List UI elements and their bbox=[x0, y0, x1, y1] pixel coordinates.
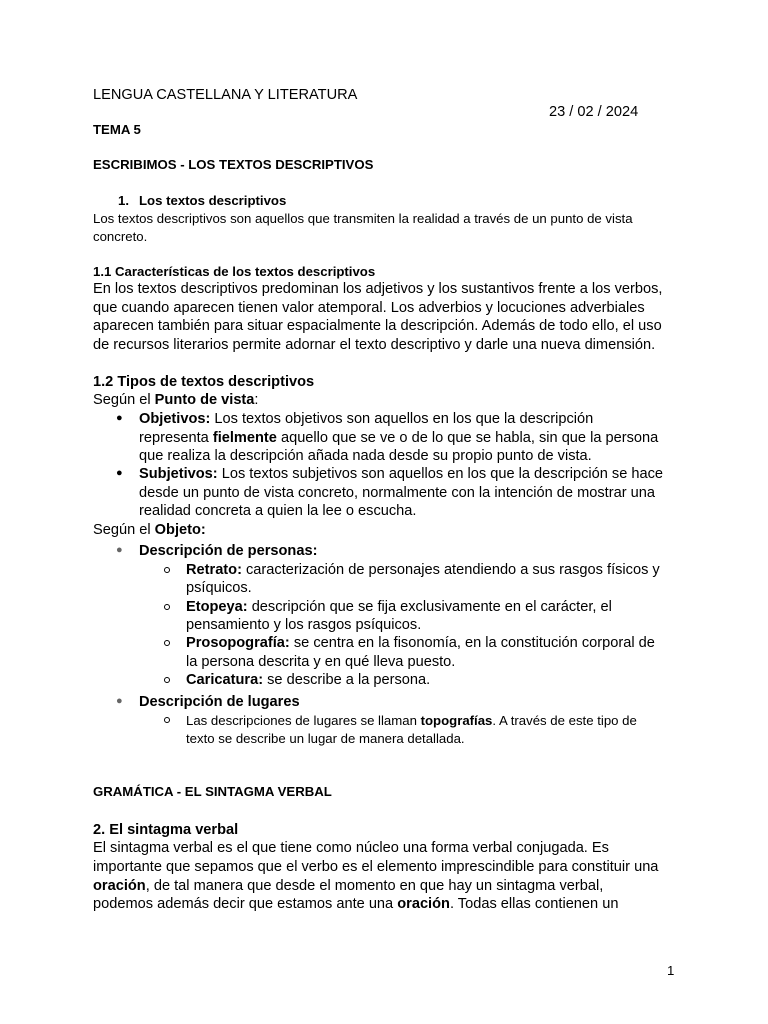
bullet-icon: ● bbox=[116, 412, 123, 424]
text: Según el bbox=[93, 392, 155, 408]
list-item-etopeya bbox=[186, 598, 612, 617]
list-item-line: realidad concreta a quien la lee o escucha. bbox=[139, 503, 417, 519]
heading-tipos: 1.2 Tipos de textos descriptivos bbox=[93, 374, 315, 390]
list-item-line: desde un punto de vista concreto, normalmente con la intención de mostrar una bbox=[139, 485, 655, 501]
text: representa bbox=[139, 430, 213, 446]
paragraph-line: que cuando aparecen tienen valor atemporal. Los adverbios y locuciones adverbiales bbox=[93, 300, 645, 316]
heading-sintagma-verbal: 2. El sintagma verbal bbox=[93, 822, 239, 838]
bold-term: Punto de vista bbox=[154, 392, 255, 408]
text: descripción que se fija exclusivamente en el carácter, el bbox=[247, 599, 612, 615]
list-item-caricatura bbox=[186, 671, 430, 690]
text: aquello que se ve o de lo que se habla, sin que la persona bbox=[276, 430, 659, 446]
list-item-subjetivos bbox=[139, 465, 663, 484]
hollow-bullet-icon bbox=[164, 604, 170, 610]
hollow-bullet-icon bbox=[164, 677, 170, 683]
list-item-line bbox=[139, 429, 658, 448]
list-item-line: pensamiento y los rasgos psíquicos. bbox=[186, 617, 422, 633]
list-number: 1. bbox=[118, 193, 129, 208]
list-item-topografias bbox=[186, 712, 637, 730]
page-number: 1 bbox=[667, 963, 675, 978]
text: se centra en la fisonomía, en la constitución corporal de bbox=[289, 635, 655, 651]
bullet-icon: ● bbox=[116, 467, 123, 479]
grammar-title: GRAMÁTICA - EL SINTAGMA VERBAL bbox=[93, 784, 332, 799]
heading-caracteristicas: 1.1 Características de los textos descriptivos bbox=[93, 264, 376, 279]
list-item-line: psíquicos. bbox=[186, 580, 252, 596]
heading-textos-descriptivos: Los textos descriptivos bbox=[139, 193, 287, 208]
text: . A través de este tipo de bbox=[492, 713, 637, 728]
subject-line: LENGUA CASTELLANA Y LITERATURA bbox=[93, 87, 358, 103]
paragraph-line: aparecen también para situar espacialmente la descripción. Además de todo ello, el uso bbox=[93, 318, 662, 334]
bold-term: Etopeya: bbox=[186, 599, 248, 615]
paragraph-line bbox=[93, 895, 618, 914]
bold-term: Prosopografía: bbox=[186, 635, 290, 651]
bold-term: Caricatura: bbox=[186, 672, 264, 688]
text: Los textos subjetivos son aquellos en los que la descripción se hace bbox=[217, 466, 664, 482]
paragraph-line: de recursos literarios permite adornar el texto descriptivo y darle una nueva dimensión. bbox=[93, 337, 656, 353]
text: Los textos objetivos son aquellos en los que la descripción bbox=[210, 411, 594, 427]
paragraph-line bbox=[93, 877, 603, 896]
bold-term: Retrato: bbox=[186, 562, 242, 578]
hollow-bullet-icon bbox=[164, 567, 170, 573]
list-item-personas: Descripción de personas: bbox=[139, 543, 318, 559]
bullet-icon: ● bbox=[116, 695, 123, 707]
paragraph-line: importante que sepamos que el verbo es el elemento imprescindible para constituir una bbox=[93, 859, 659, 875]
paragraph-line: En los textos descriptivos predominan los adjetivos y los sustantivos frente a los verbos, bbox=[93, 281, 663, 297]
list-item-lugares: Descripción de lugares bbox=[139, 694, 300, 710]
hollow-bullet-icon bbox=[164, 717, 170, 723]
text: podemos además decir que estamos ante una bbox=[93, 896, 398, 912]
text: Las descripciones de lugares se llaman bbox=[186, 713, 421, 728]
paragraph-line: concreto. bbox=[93, 229, 148, 244]
paragraph-line: El sintagma verbal es el que tiene como núcleo una forma verbal conjugada. Es bbox=[93, 840, 609, 856]
date: 23 / 02 / 2024 bbox=[549, 104, 639, 120]
bold-term: Objetivos: bbox=[139, 411, 211, 427]
list-item-line: que realiza la descripción añada nada desde su propio punto de vista. bbox=[139, 448, 592, 464]
text: : bbox=[254, 392, 259, 408]
list-item-prosopografia bbox=[186, 634, 655, 653]
text: . Todas ellas contienen un bbox=[449, 896, 619, 912]
list-item-line: texto se describe un lugar de manera detallada. bbox=[186, 731, 465, 746]
paragraph-line: Los textos descriptivos son aquellos que transmiten la realidad a través de un punto de vista bbox=[93, 211, 633, 226]
bullet-icon: ● bbox=[116, 544, 123, 556]
text: Según el bbox=[93, 522, 155, 538]
section-title: ESCRIBIMOS - LOS TEXTOS DESCRIPTIVOS bbox=[93, 157, 374, 172]
list-item-objetivos bbox=[139, 410, 593, 429]
text: , de tal manera que desde el momento en que hay un sintagma verbal, bbox=[145, 878, 604, 894]
tema-label: TEMA 5 bbox=[93, 122, 141, 137]
text: caracterización de personajes atendiendo a sus rasgos físicos y bbox=[241, 562, 660, 578]
bold-term: oración bbox=[93, 878, 146, 894]
text: se describe a la persona. bbox=[263, 672, 431, 688]
bold-term: Subjetivos: bbox=[139, 466, 218, 482]
list-item-line: la persona descrita y en qué lleva puesto. bbox=[186, 654, 456, 670]
bold-term: Objeto: bbox=[154, 522, 206, 538]
bold-term: topografías bbox=[420, 713, 493, 728]
bold-term: fielmente bbox=[212, 430, 277, 446]
hollow-bullet-icon bbox=[164, 640, 170, 646]
list-item-retrato bbox=[186, 561, 660, 580]
segun-objeto bbox=[93, 521, 206, 540]
bold-term: oración bbox=[397, 896, 450, 912]
segun-punto-de-vista bbox=[93, 391, 258, 410]
